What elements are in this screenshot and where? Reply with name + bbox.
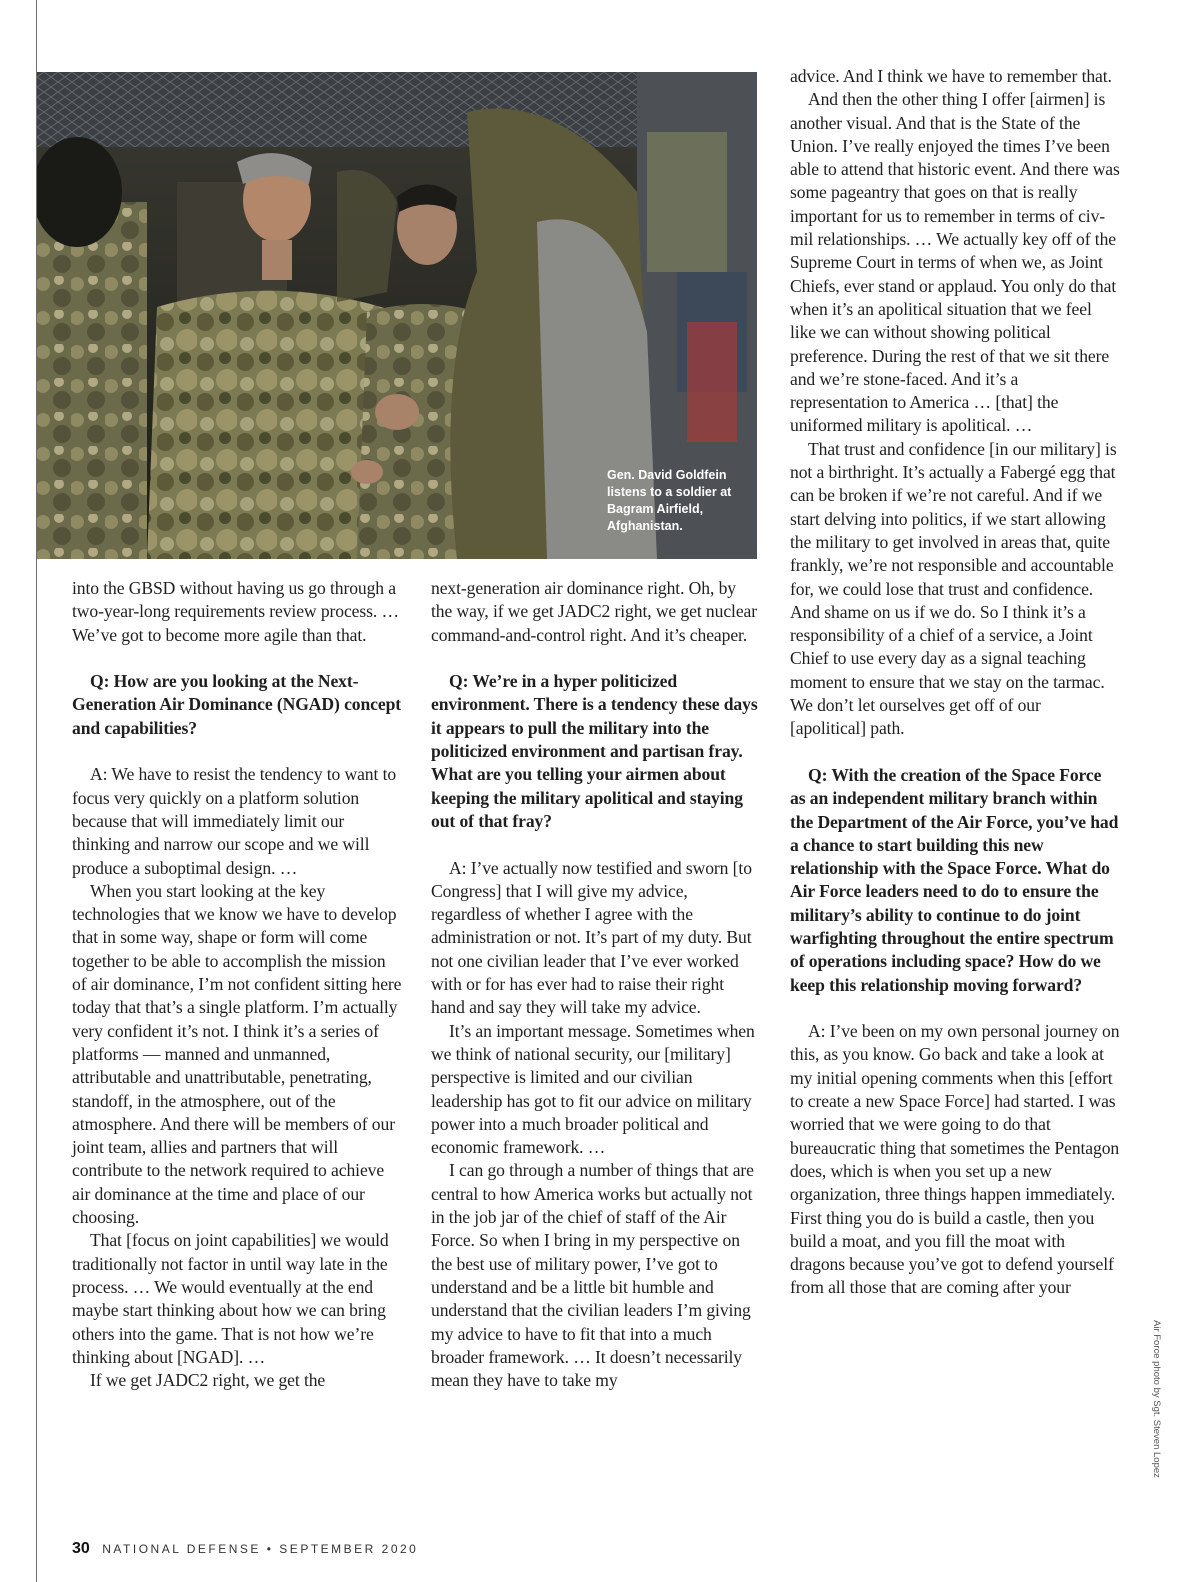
interview-question: Q: With the creation of the Space Force as an independent military branch within the Department of the Air Force, you’ve had a chance to start building this new relationship with the Space Force. What do Air Force leaders need to do to ensure the military’s ability to continue to do joint warfighting throughout the entire spectrum of operations including space? How do we keep this relationship moving forward? [790, 764, 1119, 995]
paragraph: A: We have to resist the tendency to want to focus very quickly on a platform solution because that will immediately limit our thinking and narrow our scope and we will produce a suboptimal design. … [72, 764, 397, 878]
photo-credit-text: Air Force photo by Sgt. Steven Lopez [1151, 1320, 1162, 1478]
text-column-1 [72, 577, 402, 1392]
paragraph: I can go through a number of things that are central to how America works but actually not in the job jar of the chief of staff of the Air Force. So when I bring in my perspective on the best use of military power, I’ve got to understand and be a little bit humble and understand that the civilian leaders I’m giving my advice to have to fit that into a much broader framework. … It doesn’t necessarily mean they have to take my [431, 1160, 754, 1391]
paragraph: If we get JADC2 right, we get the [90, 1370, 326, 1391]
page-number: 30 [72, 1540, 90, 1557]
interview-question: Q: We’re in a hyper politicized environment. There is a tendency these days it appears to pull the military into the politicized environment and partisan fray. What are you telling your airmen about keeping the military apolitical and staying out of that fray? [431, 671, 758, 831]
paragraph: A: I’ve been on my own personal journey on this, as you know. Go back and take a look at my initial opening comments when this [effort to create a new Space Force] had started. I was worried that we were going to do that bureaucratic thing that sometimes the Pentagon does, which is when you set up a new organization, three things happen immediately. First thing you do is build a castle, then you build a moat, and you fill the moat with dragons because you’ve got to defend yourself from all those that are coming after your [790, 1021, 1120, 1298]
paragraph: advice. And I think we have to remember that. [790, 66, 1112, 86]
interview-question: Q: How are you looking at the Next-Generation Air Dominance (NGAD) concept and capabilities? [72, 671, 402, 738]
paragraph: next-generation air dominance right. Oh, by the way, if we get JADC2 right, we get nuclear command-and-control right. And it’s cheaper. [431, 578, 757, 645]
photo-credit [1150, 1320, 1164, 1480]
running-title: NATIONAL DEFENSE • SEPTEMBER 2020 [102, 1542, 419, 1556]
page-footer [72, 1540, 418, 1558]
text-column-2 [431, 577, 761, 1392]
article-photo [37, 72, 757, 559]
paragraph: It’s an important message. Sometimes when we think of national security, our [military] perspective is limited and our civilian leadership has got to fit our advice on military power into a much broader political and economic framework. … [431, 1020, 755, 1158]
paragraph: And then the other thing I offer [airmen] is another visual. And that is the State of the Union. I’ve really enjoyed the times I’ve been able to attend that historic event. And there was some pageantry that goes on that is really important for us to remember in terms of civ-mil relationships. … We actually key off of the Supreme Court in terms of when we, as Joint Chiefs, ever stand or applaud. You only do that when it’s an apolitical situation that we feel like we can without showing political preference. During the rest of that we sit there and we’re stone-faced. And it’s a representation to America … [that] the uniformed military is apolitical. … [790, 89, 1120, 436]
paragraph: A: I’ve actually now testified and sworn [to Congress] that I will give my advice, regardless of whether I agree with the administration or not. It’s part of my duty. But not one civilian leader that I’ve ever worked with or for has ever had to raise their right hand and say they will take my advice. [431, 857, 752, 1018]
photo-caption: Gen. David Goldfein listens to a soldier at Bagram Airfield, Afghanistan. [607, 468, 732, 533]
paragraph: That trust and confidence [in our military] is not a birthright. It’s actually a Fabergé egg that can be broken if we’re not careful. And if we start delving into politics, if we start allowing the military to get involved in areas that, quite frankly, we’re not responsible and accountable for, we could lose that trust and confidence. And shame on us if we do. So I think it’s a responsibility of a chief of a service, a Joint Chief to use every day as a signal teaching moment to ensure that we stay on the tarmac. We don’t let ourselves get off of our [apolitical] path. [790, 438, 1117, 739]
paragraph: into the GBSD without having us go through a two-year-long requirements review process. … We’ve got to become more agile than that. [72, 578, 399, 645]
text-column-3 [790, 65, 1120, 1300]
paragraph: That [focus on joint capabilities] we would traditionally not factor in until way late in the process. … We would eventually at the end maybe start thinking about how we can bring others into the game. That is not how we’re thinking about [NGAD]. … [72, 1230, 389, 1367]
paragraph: When you start looking at the key technologies that we know we have to develop that in some way, shape or form will come together to be able to accomplish the mission of air dominance, I’m not confident sitting here today that that’s a single platform. I’m actually very confident it’s not. I think it’s a series of platforms — manned and unmanned, attributable and unattributable, penetrating, standoff, in the atmosphere, out of the atmosphere. And there will be members of our joint team, allies and partners that will contribute to the network required to achieve air dominance at the time and place of our choosing. [72, 880, 402, 1228]
